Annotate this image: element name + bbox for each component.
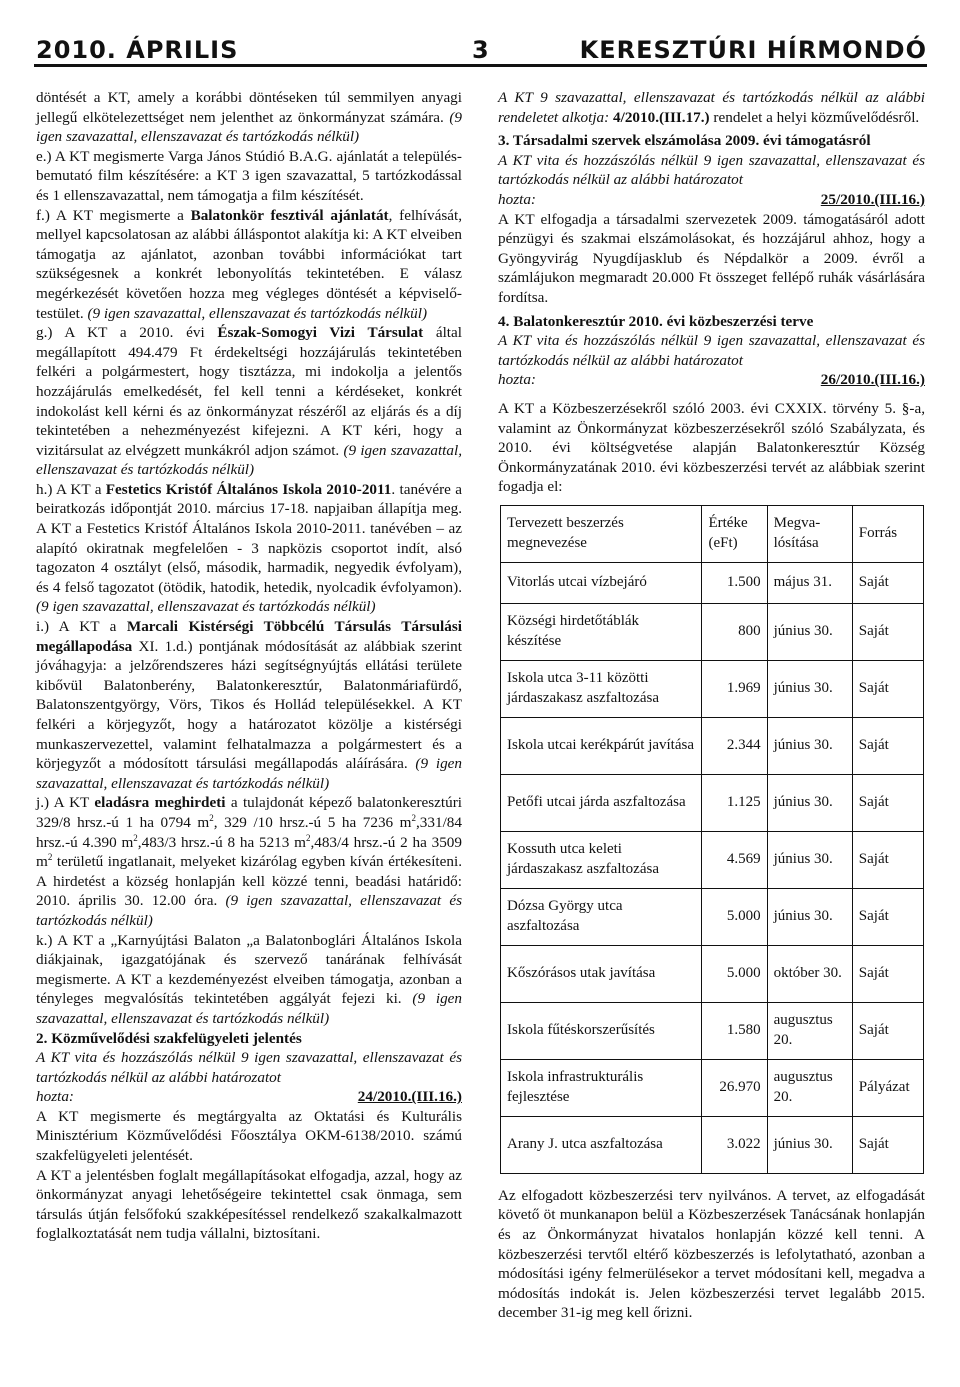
- issue-date: 2010. ÁPRILIS: [36, 36, 239, 64]
- cell-value: 1.580: [702, 1002, 767, 1059]
- paragraph-f: f.) A KT megismerte a Balatonkör fesztivál ajánlatát, felhívását, mellyel kapcsolatosan az alábbi álláspontot alakítja ki: A KT elveiben támogatja az ajánlatot, azonban további információkat tart szükségesnek a konkrét lebonyolítás tekintetében. E válasz megérkezését követően hozza meg végleges döntését a képviselő-testület. (9 igen szavazattal, ellenszavazat és tartózkodás nélkül): [36, 206, 462, 322]
- cell-name: Kossuth utca keleti járdaszakasz aszfaltozása: [501, 831, 702, 888]
- cell-date: június 30.: [767, 1116, 852, 1173]
- cell-value: 800: [702, 603, 767, 660]
- right-column: [498, 88, 925, 1323]
- cell-value: 26.970: [702, 1059, 767, 1116]
- cell-source: Saját: [852, 1002, 923, 1059]
- paragraph-k: k.) A KT a „Karnyújtási Balaton „a Balatonboglári Általános Iskola diákjainak, igazgatójának és szervező tanárának felhívását megismerte. A KT a kezdeményezést elveiben támogatja, azonban a tényleges megvalósítás tekintetében aggályát fejezi ki. (9 igen szavazattal, ellenszavazat és tartózkodás nélkül): [36, 931, 462, 1027]
- table-row: [501, 660, 924, 717]
- cell-name: Iskola infrastrukturális fejlesztése: [501, 1059, 702, 1116]
- section-4-title: 4. Balatonkeresztúr 2010. évi közbeszerzési terve: [498, 312, 814, 330]
- paragraph-g: g.) A KT a 2010. évi Észak-Somogyi Vizi Társulat által megállapított 494.479 Ft érdekeltségi hozzájárulás tekintetében felkéri a polgármestert, hogy tisztázza, mi indokolja a jelentős hozzájárulás emelkedését, fel kell tenni a kérdéseket, konkrét indokolást kell kérni és az önkormányzat részéről az eljárás és a díj tekintetében a nehezményezést kifejezni. A KT kéri, hogy a vizitársulat az elvégzett munkákról adjon számot. (9 igen szavazattal, ellenszavazat és tartózkodás nélkül): [36, 324, 462, 479]
- section-2-vote: A KT vita és hozzászólás nélkül 9 igen szavazattal, ellenszavazat és tartózkodás nélkül az alábbi határozatot: [36, 1049, 462, 1086]
- table-row: [501, 945, 924, 1002]
- section-3-title: 3. Társadalmi szervek elszámolása 2009. évi támogatásról: [498, 132, 871, 150]
- section-2-text-1: A KT megismerte és megtárgyalta az Oktatási és Kulturális Minisztérium Közművelődési Főosztálya OKM-6138/2010. számú szakfelügyeleti jelentését.: [36, 1107, 462, 1165]
- cell-name: Petőfi utcai járda aszfaltozása: [501, 774, 702, 831]
- header-name: Tervezett beszerzés megnevezése: [501, 505, 702, 562]
- cell-date: június 30.: [767, 660, 852, 717]
- cell-source: Saját: [852, 562, 923, 603]
- cell-value: 4.569: [702, 831, 767, 888]
- paragraph-h: h.) A KT a Festetics Kristóf Általános Iskola 2010-2011. tanévére a beiratkozás időpontját 2010. március 17-18. napjaiban állapítja meg. A KT a Festetics Kristóf Általános Iskola 2010-2011. tanévében – az alapító okiratnak megfelelően - 3 napközis csoportot indít, alsó tagozaton 4 osztályt (első, második, harmadik, negyedik évfolyam), és 4 felső tagozatot (ötödik, hatodik, hetedik, nyolcadik évfolyamon). (9 igen szavazattal, ellenszavazat és tartózkodás nélkül): [36, 480, 462, 616]
- cell-source: Saját: [852, 774, 923, 831]
- page-header: [34, 34, 927, 67]
- header-date: Megva-lósítása: [767, 505, 852, 562]
- cell-source: Saját: [852, 945, 923, 1002]
- paragraph-intro: döntését a KT, amely a korábbi döntéseken túl semmilyen anyagi jellegű elkötelezettséget nem jelenthet az önkormányzat számára. (9 igen szavazattal, ellenszavazat és tartózkodás nélkül): [36, 89, 462, 146]
- cell-source: Saját: [852, 888, 923, 945]
- cell-value: 1.500: [702, 562, 767, 603]
- decree-paragraph: A KT 9 szavazattal, ellenszavazat és tartózkodás nélkül az alábbi rendeletet alkotja: 4/2010.(III.17.) rendelet a helyi közművelődésről.: [498, 89, 925, 126]
- table-row: [501, 1116, 924, 1173]
- cell-source: Saját: [852, 603, 923, 660]
- paragraph-i: i.) A KT a Marcali Kistérségi Többcélú Társulás Társulási megállapodása XI. 1.d.) pontjának módosítását az alábbiak szerint jóváhagyja: a jelzőrendszeres házi segítségnyújtás ellátási területe kibővül Balatonberény, Balatonkeresztúr, Balatonmáriafürdő, Balatonszentgyörgy, Vörs, Tikos és Hollád településekkel. A KT felkéri a körjegyzőt, hogy a határozatot közölje a kistérségi munkaszervezettel, valamint felhatalmazza a polgármestert és a körjegyzőt a módosított társulási megállapodás aláírására. (9 igen szavazattal, ellenszavazat és tartózkodás nélkül): [36, 618, 462, 792]
- table-row: [501, 831, 924, 888]
- left-column: [36, 88, 462, 1244]
- table-row: [501, 774, 924, 831]
- cell-date: június 30.: [767, 774, 852, 831]
- section-4-resolution: hozta: 26/2010.(III.16.): [498, 371, 925, 389]
- cell-source: Saját: [852, 660, 923, 717]
- cell-source: Saját: [852, 831, 923, 888]
- cell-name: Arany J. utca aszfaltozása: [501, 1116, 702, 1173]
- cell-name: Kőszórásos utak javítása: [501, 945, 702, 1002]
- cell-name: Dózsa György utca aszfaltozása: [501, 888, 702, 945]
- page-number: 3: [472, 36, 490, 64]
- cell-date: június 30.: [767, 603, 852, 660]
- cell-value: 5.000: [702, 945, 767, 1002]
- section-2-title: 2. Közművelődési szakfelügyeleti jelentés: [36, 1029, 302, 1047]
- cell-name: Községi hirdetőtáblák készítése: [501, 603, 702, 660]
- table-row: [501, 1002, 924, 1059]
- header-source: Forrás: [852, 505, 923, 562]
- procurement-table: [500, 505, 924, 1174]
- cell-date: június 30.: [767, 888, 852, 945]
- table-row: [501, 717, 924, 774]
- table-row: [501, 562, 924, 603]
- cell-source: Pályázat: [852, 1059, 923, 1116]
- cell-value: 5.000: [702, 888, 767, 945]
- table-row: [501, 1059, 924, 1116]
- cell-value: 3.022: [702, 1116, 767, 1173]
- cell-source: Saját: [852, 1116, 923, 1173]
- cell-date: június 30.: [767, 831, 852, 888]
- cell-name: Iskola utca 3-11 közötti járdaszakasz aszfaltozása: [501, 660, 702, 717]
- cell-name: Iskola fűtéskorszerűsítés: [501, 1002, 702, 1059]
- section-3-vote: A KT vita és hozzászólás nélkül 9 igen szavazattal, ellenszavazat és tartózkodás nélkül az alábbi határozatot: [498, 151, 925, 189]
- section-4-vote: A KT vita és hozzászólás nélkül 9 igen szavazattal, ellenszavazat és tartózkodás nélkül az alábbi határozatot: [498, 332, 925, 369]
- table-row: [501, 603, 924, 660]
- header-value: Értéke (eFt): [702, 505, 767, 562]
- paragraph-e: e.) A KT megismerte Varga János Stúdió B.A.G. ajánlatát a település-bemutató film készítésére: a KT 3 igen szavazattal, 5 tartózkodással és 1 ellenszavazattal, nem támogatja a film készítését.: [36, 147, 462, 204]
- cell-date: május 31.: [767, 562, 852, 603]
- cell-value: 1.125: [702, 774, 767, 831]
- section-3-resolution: hozta: 25/2010.(III.16.): [498, 190, 925, 208]
- section-2-resolution: hozta: 24/2010.(III.16.): [36, 1088, 462, 1106]
- cell-date: augusztus 20.: [767, 1002, 852, 1059]
- cell-value: 1.969: [702, 660, 767, 717]
- cell-name: Iskola utcai kerékpárút javítása: [501, 717, 702, 774]
- cell-date: október 30.: [767, 945, 852, 1002]
- table-header-row: [501, 505, 924, 562]
- paragraph-j: j.) A KT eladásra meghirdeti a tulajdonát képező balatonkeresztúri 329/8 hrsz.-ú 1 ha 0794 $m^2$, 329 /10 hrsz.-ú 5 ha 7236 $m^2,331/84$ hrsz.-ú 4.390 $m^2,483/3$ hrsz.-ú 8 ha 5213 $m^2,483/4$ hrsz.-ú 2 ha 3509 $m^2$ területű ingatlanait, melyeket kizárólag egyben kíván értékesíteni. A hirdetést a község honlapján kell közzé tenni, beadási határidő: 2010. április 30. 12.00 óra. (9 igen szavazattal, ellenszavazat és tartózkodás nélkül): [36, 794, 462, 929]
- closing-paragraph: Az elfogadott közbeszerzési terv nyilvános. A tervet, az elfogadását követő öt munkanapon belül a Közbeszerzések Tanácsának honlapján és az Önkormányzat hivatalos honlapján közzé kell tenni. A közbeszerzési tervtől eltérő közbeszerzés is lefolytatható, azonban a módosítási igény felmerülésekor a tervet módosítani kell, megadva a módosítás indokát is. Jelen közbeszerzési tervet legalább 2015. december 31-ig meg kell őrizni.: [498, 1186, 925, 1322]
- cell-date: augusztus 20.: [767, 1059, 852, 1116]
- cell-value: 2.344: [702, 717, 767, 774]
- cell-date: június 30.: [767, 717, 852, 774]
- table-row: [501, 888, 924, 945]
- publication-title: KERESZTÚRI HÍRMONDÓ: [579, 36, 927, 64]
- section-3-text: A KT elfogadja a társadalmi szervezetek 2009. támogatásáról adott pénzügyi és szakmai elszámolásokat, és hozzájárul ahhoz, hogy a Gyöngyvirág Nyugdíjasklub és Népdalkör a 2009. évről a számlájukon megmaradt 20.000 Ft összeget fellépő ruhák vásárlására fordítsa.: [498, 210, 925, 306]
- cell-source: Saját: [852, 717, 923, 774]
- cell-name: Vitorlás utcai vízbejáró: [501, 562, 702, 603]
- section-4-text: A KT a Közbeszerzésekről szóló 2003. évi CXXIX. törvény 5. §-a, valamint az Önkormányzat közbeszerzésekről szóló Szabályzata, és 2010. évi költségvetése alapján Balatonkeresztúr Község Önkormányzatának 2010. évi közbeszerzési tervét az alábbiak szerint fogadja el:: [498, 399, 925, 496]
- section-2-text-2: A KT a jelentésben foglalt megállapításokat elfogadja, azzal, hogy az önkormányzat anyagi lehetőségeire tekintettel csak önmaga, sem társulás útján felsőfokú szakképesítéssel rendelkező szakalkalmazott foglalkoztatását nem tudja vállalni, biztosítani.: [36, 1166, 462, 1243]
